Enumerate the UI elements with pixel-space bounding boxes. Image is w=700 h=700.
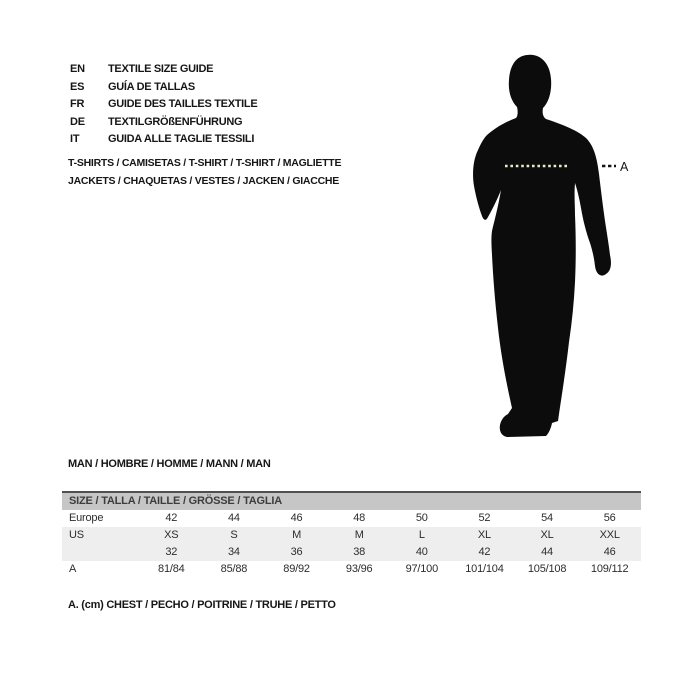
row-label: Europe <box>69 512 104 524</box>
size-cell: 50 <box>415 512 428 524</box>
size-cell: 81/84 <box>158 563 185 575</box>
size-table-header: SIZE / TALLA / TAILLE / GRÖSSE / TAGLIA <box>62 493 641 510</box>
size-row-us-letters <box>62 527 641 544</box>
size-cell: 93/96 <box>345 563 373 575</box>
size-cell: 40 <box>415 546 428 558</box>
size-cell: XL <box>540 529 554 541</box>
man-silhouette-svg <box>455 50 635 450</box>
size-cell: L <box>418 529 425 541</box>
row-label: A <box>69 563 77 575</box>
figure-illustration <box>455 50 635 450</box>
size-table <box>62 491 641 578</box>
size-cell: 46 <box>290 512 303 524</box>
language-row-fr <box>70 96 257 114</box>
size-cell: 85/88 <box>220 563 248 575</box>
size-row-europe <box>62 510 641 527</box>
language-row-es <box>70 79 257 97</box>
size-cell: 44 <box>228 512 240 524</box>
size-cell: 52 <box>478 512 491 524</box>
size-cell: 42 <box>165 512 178 524</box>
man-silhouette <box>473 55 611 437</box>
language-code: ES <box>70 80 85 93</box>
language-label: GUÍA DE TALLAS <box>108 80 195 93</box>
size-cell: 44 <box>541 546 553 558</box>
gender-heading: MAN / HOMBRE / HOMME / MANN / MAN <box>68 458 271 470</box>
size-cell: M <box>354 529 364 541</box>
size-cell: 48 <box>353 512 366 524</box>
size-cell: 46 <box>603 546 616 558</box>
language-code: IT <box>70 133 80 145</box>
size-cell: M <box>292 529 302 541</box>
size-row-us-numbers <box>62 544 641 561</box>
row-label <box>62 544 140 561</box>
size-cell: 38 <box>353 546 366 558</box>
language-row-en <box>70 61 257 79</box>
row-label: US <box>69 529 84 541</box>
language-code: EN <box>70 63 85 75</box>
size-cell: 109/112 <box>590 563 629 575</box>
language-row-it <box>70 131 257 149</box>
garment-line-tshirts: T-SHIRTS / CAMISETAS / T-SHIRT / T-SHIRT / MAGLIETTE <box>68 157 342 169</box>
size-cell: 97/100 <box>405 563 439 575</box>
size-cell: 89/92 <box>283 563 310 575</box>
language-code: FR <box>70 98 85 110</box>
language-label: GUIDE DES TAILLES TEXTILE <box>108 98 258 110</box>
size-cell: S <box>230 529 238 541</box>
size-cell: XL <box>477 529 491 541</box>
language-code: DE <box>70 115 85 128</box>
language-label: TEXTILE SIZE GUIDE <box>108 63 214 75</box>
language-row-de <box>70 114 257 132</box>
language-label: TEXTILGRÖßENFÜHRUNG <box>108 115 243 128</box>
language-guide-list <box>70 61 257 149</box>
size-cell: 32 <box>165 546 178 558</box>
chest-measure-note: A. (cm) CHEST / PECHO / POITRINE / TRUHE / PETTO <box>68 599 336 611</box>
size-cell: XXL <box>599 529 620 541</box>
size-cell: 105/108 <box>527 563 567 575</box>
size-cell: 42 <box>478 546 491 558</box>
size-cell: 56 <box>603 512 616 524</box>
size-row-chest-a <box>62 561 641 578</box>
measure-label-a: A <box>620 160 629 174</box>
size-cell: 54 <box>541 512 553 524</box>
garment-types <box>68 155 341 190</box>
language-label: GUIDA ALLE TAGLIE TESSILI <box>108 133 255 145</box>
size-cell: 101/104 <box>465 563 504 575</box>
size-cell: 36 <box>290 546 303 558</box>
size-cell: XS <box>164 529 179 541</box>
size-cell: 34 <box>228 546 240 558</box>
garment-line-jackets: JACKETS / CHAQUETAS / VESTES / JACKEN / GIACCHE <box>68 174 340 187</box>
